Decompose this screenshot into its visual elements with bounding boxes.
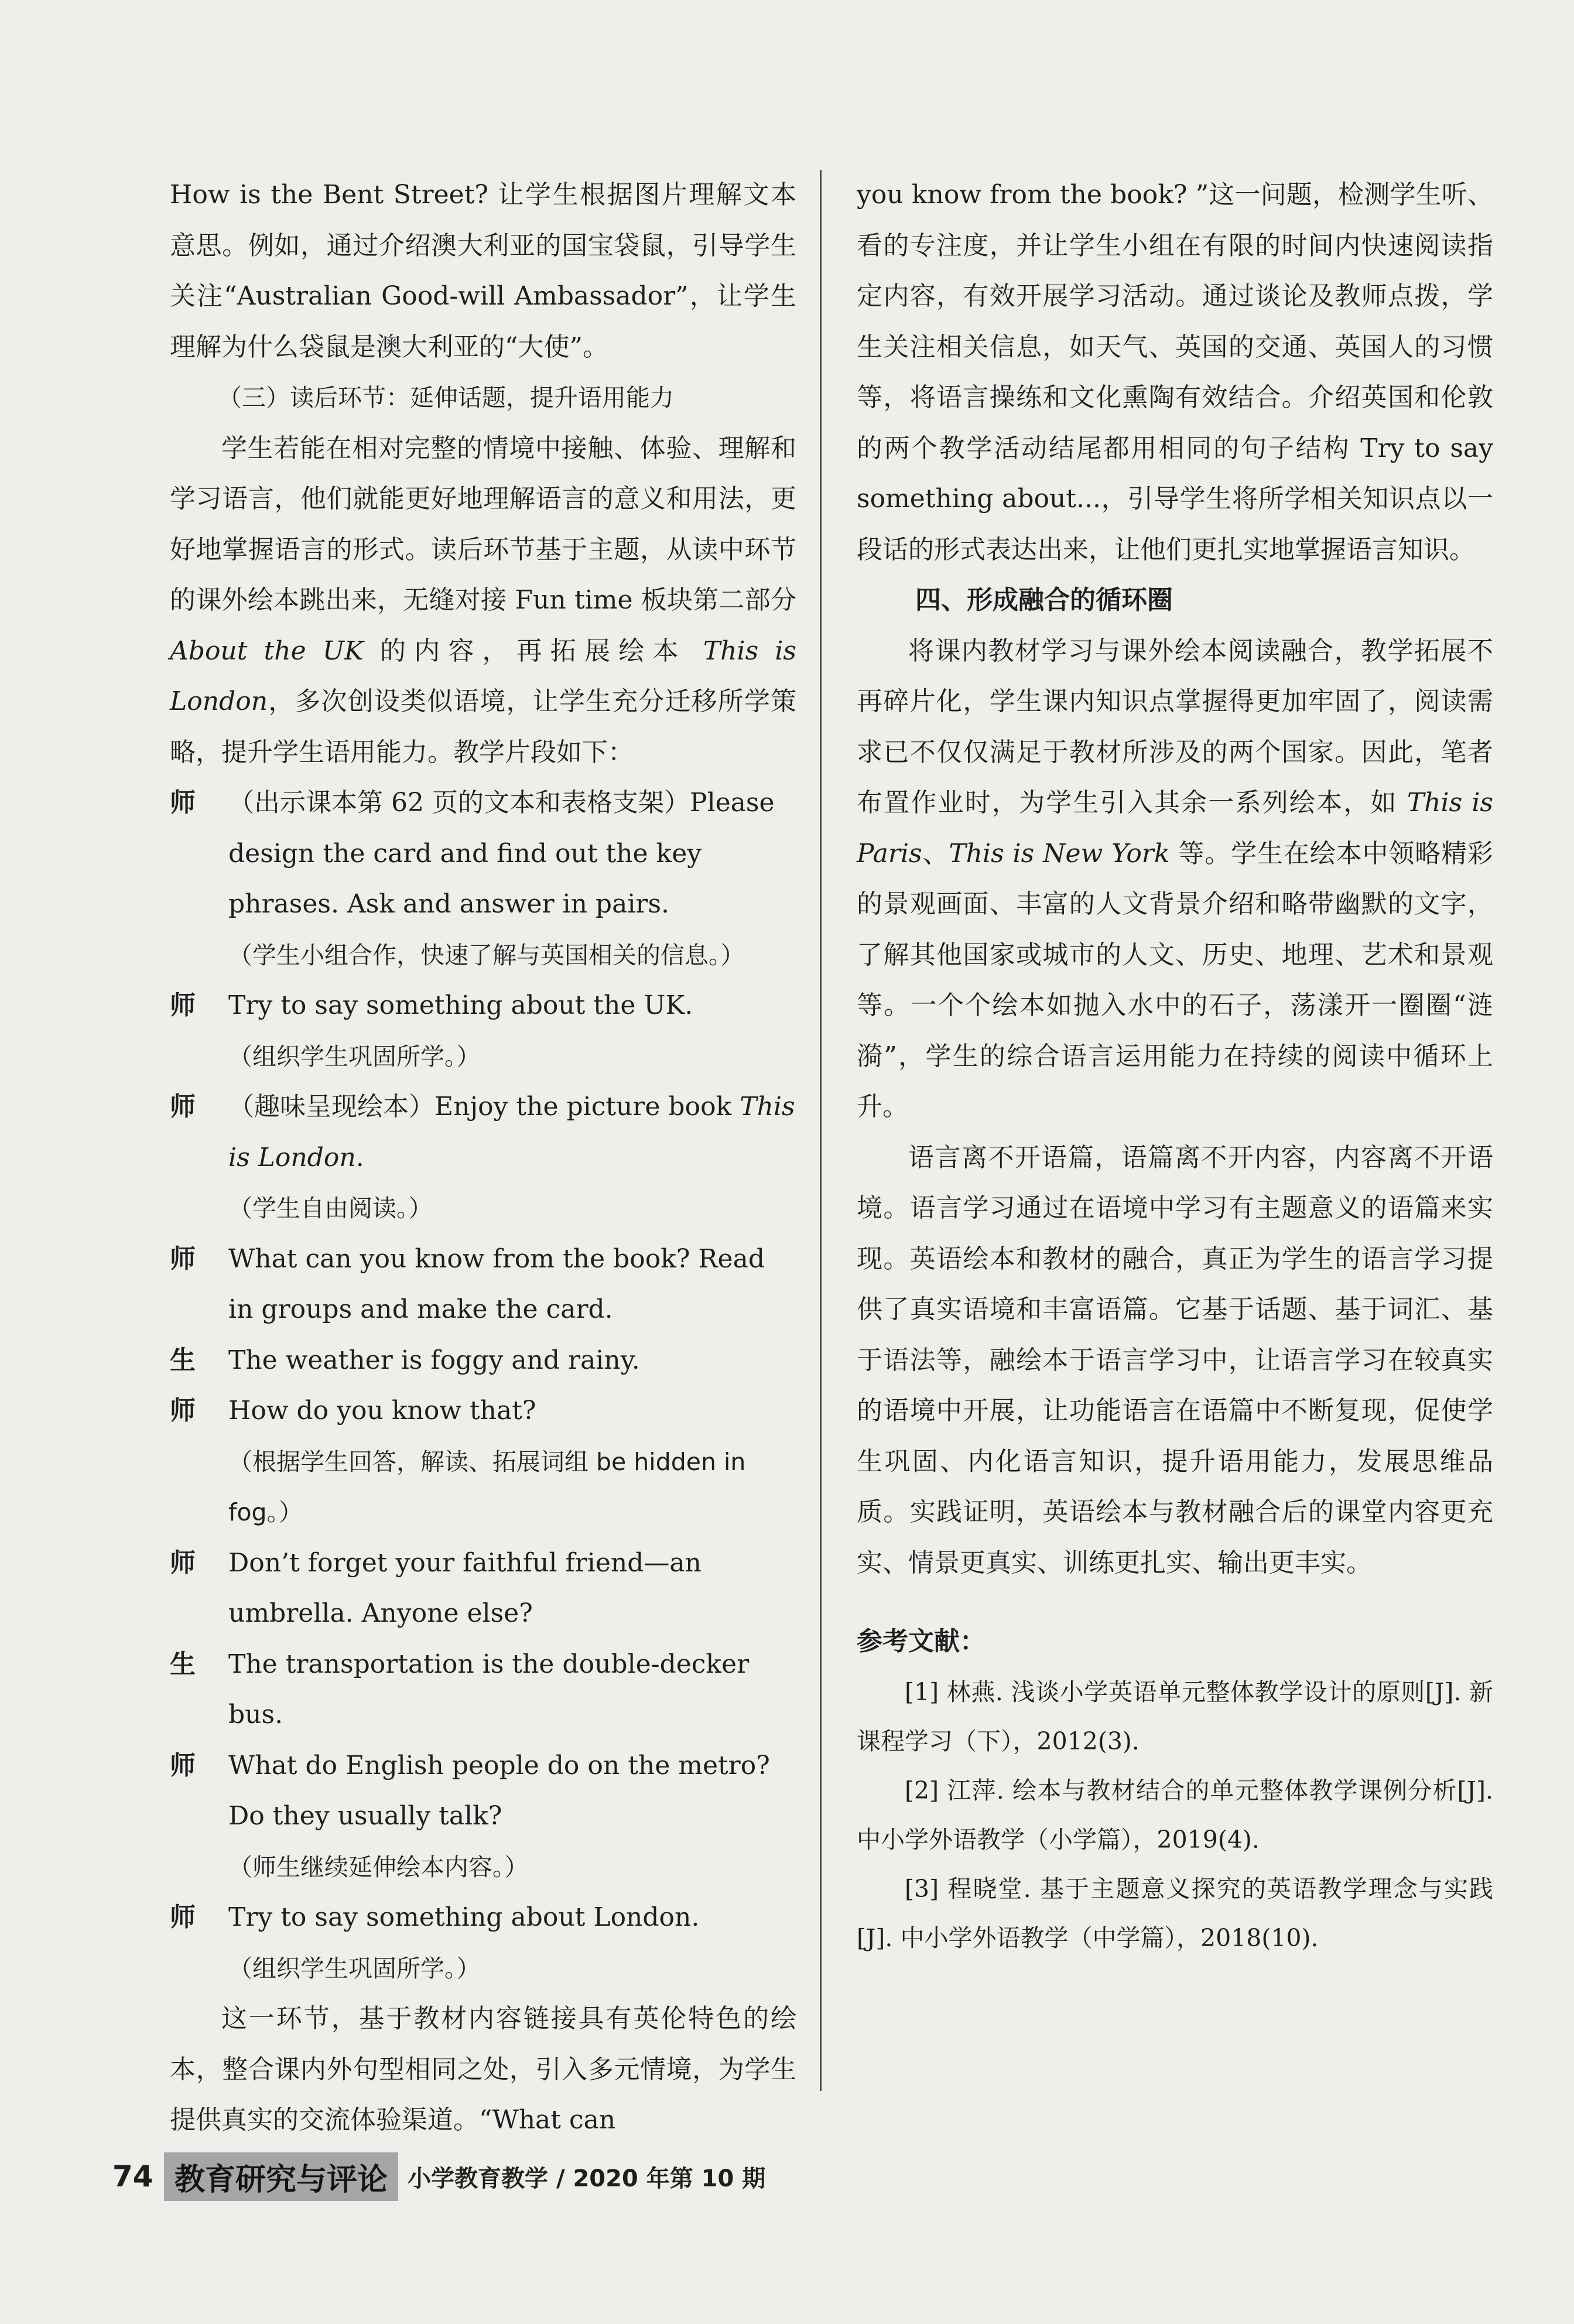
dialogue-note: （组织学生巩固所学。） <box>228 1954 481 1983</box>
utterance: Try to say something about the UK. <box>228 990 693 1020</box>
utterance <box>228 1082 796 1183</box>
speaker-label: 师 <box>170 1547 196 1578</box>
reference-item: [1] 林燕. 浅谈小学英语单元整体教学设计的原则[J]. 新课程学习（下），2012(3). <box>857 1677 1493 1755</box>
speaker-label: 师 <box>170 788 196 818</box>
section-heading: 四、形成融合的循环圈 <box>915 585 1173 615</box>
text-segment: ，多次创设类似语境，让学生充分迁移所学策略，提升学生语用能力。教学片段如下： <box>170 686 796 767</box>
dialogue-line <box>170 778 796 930</box>
speaker-label: 师 <box>170 990 196 1020</box>
dialogue-line <box>170 1082 796 1183</box>
dialogue-line <box>170 1892 796 1943</box>
speaker-label: 师 <box>170 1092 196 1122</box>
dialogue-line <box>170 1386 796 1437</box>
utterance: What do English people do on the metro? Do they usually talk? <box>228 1750 770 1831</box>
column-divider <box>820 170 822 2091</box>
speaker-label: 生 <box>170 1649 196 1679</box>
dialogue-note: （学生自由阅读。） <box>228 1194 433 1222</box>
utterance: The weather is foggy and rainy. <box>228 1345 640 1375</box>
references-title: 参考文献： <box>857 1626 986 1656</box>
reference-item: [2] 江萍. 绘本与教材结合的单元整体教学课例分析[J]. 中小学外语教学（小学篇），2019(4). <box>857 1776 1493 1854</box>
paragraph-conclusion: 语言离不开语篇，语篇离不开内容，内容离不开语境。语言学习通过在语境中学习有主题意义的语篇来实现。英语绘本和教材的融合，真正为学生的语言学习提供了真实语境和丰富语篇。它基于话题、基于词汇、基于语法等，融绘本于语言学习中，让语言学习在较真实的语境中开展，让功能语言在语篇中不断复现，促使学生巩固、内化语言知识，提升语用能力，发展思维品质。实践证明，英语绘本与教材融合后的课堂内容更充实、情景更真实、训练更扎实、输出更丰实。 <box>857 1142 1493 1578</box>
paragraph-continuation: you know from the book? ”这一问题，检测学生听、看的专注度，并让学生小组在有限的时间内快速阅读指定内容，有效开展学习活动。通过谈论及教师点拨，学生关注相关信息，如天气、英国的交通、英国人的习惯等，将语言操练和文化熏陶有效结合。介绍英国和伦敦的两个教学活动结尾都用相同的句子结构 Try to say something about...，引导学生将所学相关知识点以一段话的形式表达出来，让他们更扎实地掌握语言知识。 <box>857 180 1493 565</box>
utterance: What can you know from the book? Read in groups and make the card. <box>228 1243 765 1324</box>
dialogue-note: （组织学生巩固所学。） <box>228 1042 481 1071</box>
paragraph-summary: 这一环节，基于教材内容链接具有英伦特色的绘本，整合课内外句型相同之处，引入多元情境，为学生提供真实的交流体验渠道。“What can <box>170 2004 796 2135</box>
reference-item: [3] 程晓堂. 基于主题意义探究的英语教学理念与实践[J]. 中小学外语教学（中学篇），2018(10). <box>857 1874 1493 1952</box>
dialogue-line <box>170 980 796 1031</box>
text-segment: （趣味呈现绘本）Enjoy the picture book <box>228 1092 740 1122</box>
issue-label: 小学教育教学 / 2020 年第 10 期 <box>408 2165 766 2192</box>
speaker-label: 师 <box>170 1396 196 1426</box>
dialogue-note: （根据学生回答，解读、拓展词组 be hidden in fog。） <box>228 1447 746 1526</box>
italic-title: About the UK <box>170 635 364 666</box>
right-column <box>857 170 1493 2049</box>
italic-title: This is London <box>170 635 796 716</box>
dialogue-line <box>170 1234 796 1335</box>
page-number: 74 <box>112 2159 153 2193</box>
dialogue-line <box>170 1741 796 1842</box>
utterance: Try to say something about London. <box>228 1902 700 1932</box>
utterance: The transportation is the double-decker bus. <box>228 1649 750 1730</box>
page-footer <box>112 2148 815 2205</box>
journal-name: 教育研究与评论 <box>164 2152 398 2201</box>
dialogue-line <box>170 1639 796 1741</box>
paragraph-intro: How is the Bent Street? 让学生根据图片理解文本意思。例如，通过介绍澳大利亚的国宝袋鼠，引导学生关注“Australian Good-will Ambassador”，让学生理解为什么袋鼠是澳大利亚的“大使”。 <box>170 180 796 362</box>
teaching-dialogue <box>170 778 796 1994</box>
utterance: Don’t forget your faithful friend—an umbrella. Anyone else? <box>228 1547 702 1628</box>
dialogue-note: （师生继续延伸绘本内容。） <box>228 1853 529 1881</box>
dialogue-line <box>170 1335 796 1386</box>
left-column <box>170 170 796 2135</box>
text-segment: 的内容，再拓展绘本 <box>363 635 703 666</box>
italic-title: This is Paris <box>857 788 1493 869</box>
italic-title: This is New York <box>949 838 1170 869</box>
speaker-label: 师 <box>170 1750 196 1780</box>
paragraph-post-reading <box>170 423 796 778</box>
paragraph-extension <box>857 626 1493 1133</box>
speaker-label: 生 <box>170 1345 196 1375</box>
utterance: （出示课本第 62 页的文本和表格支架）Please design the card and find out the key phrases. Ask and answer in pairs. <box>228 788 775 919</box>
text-segment: 将课内教材学习与课外绘本阅读融合，教学拓展不再碎片化，学生课内知识点掌握得更加牢固了，阅读需求已不仅仅满足于教材所涉及的两个国家。因此，笔者布置作业时，为学生引入其余一系列绘本，如 <box>857 635 1493 818</box>
subheading-post-reading: （三）读后环节：延伸话题，提升语用能力 <box>218 384 674 412</box>
text-segment: 、 <box>922 838 949 869</box>
dialogue-line <box>170 1538 796 1639</box>
text-segment: 等。学生在绘本中领略精彩的景观画面、丰富的人文背景介绍和略带幽默的文字，了解其他国家或城市的人文、历史、地理、艺术和景观等。一个个绘本如抛入水中的石子，荡漾开一圈圈“涟漪”，学生的综合语言运用能力在持续的阅读中循环上升。 <box>857 838 1493 1122</box>
italic-title: This is London <box>228 1092 795 1173</box>
text-segment: . <box>355 1142 364 1173</box>
utterance: How do you know that? <box>228 1396 536 1426</box>
dialogue-note: （学生小组合作，快速了解与英国相关的信息。） <box>228 941 745 969</box>
speaker-label: 师 <box>170 1902 196 1932</box>
speaker-label: 师 <box>170 1243 196 1274</box>
text-segment: 学生若能在相对完整的情境中接触、体验、理解和学习语言，他们就能更好地理解语言的意义和用法，更好地掌握语言的形式。读后环节基于主题，从读中环节的课外绘本跳出来，无缝对接 Fun time 板块第二部分 <box>170 433 796 615</box>
